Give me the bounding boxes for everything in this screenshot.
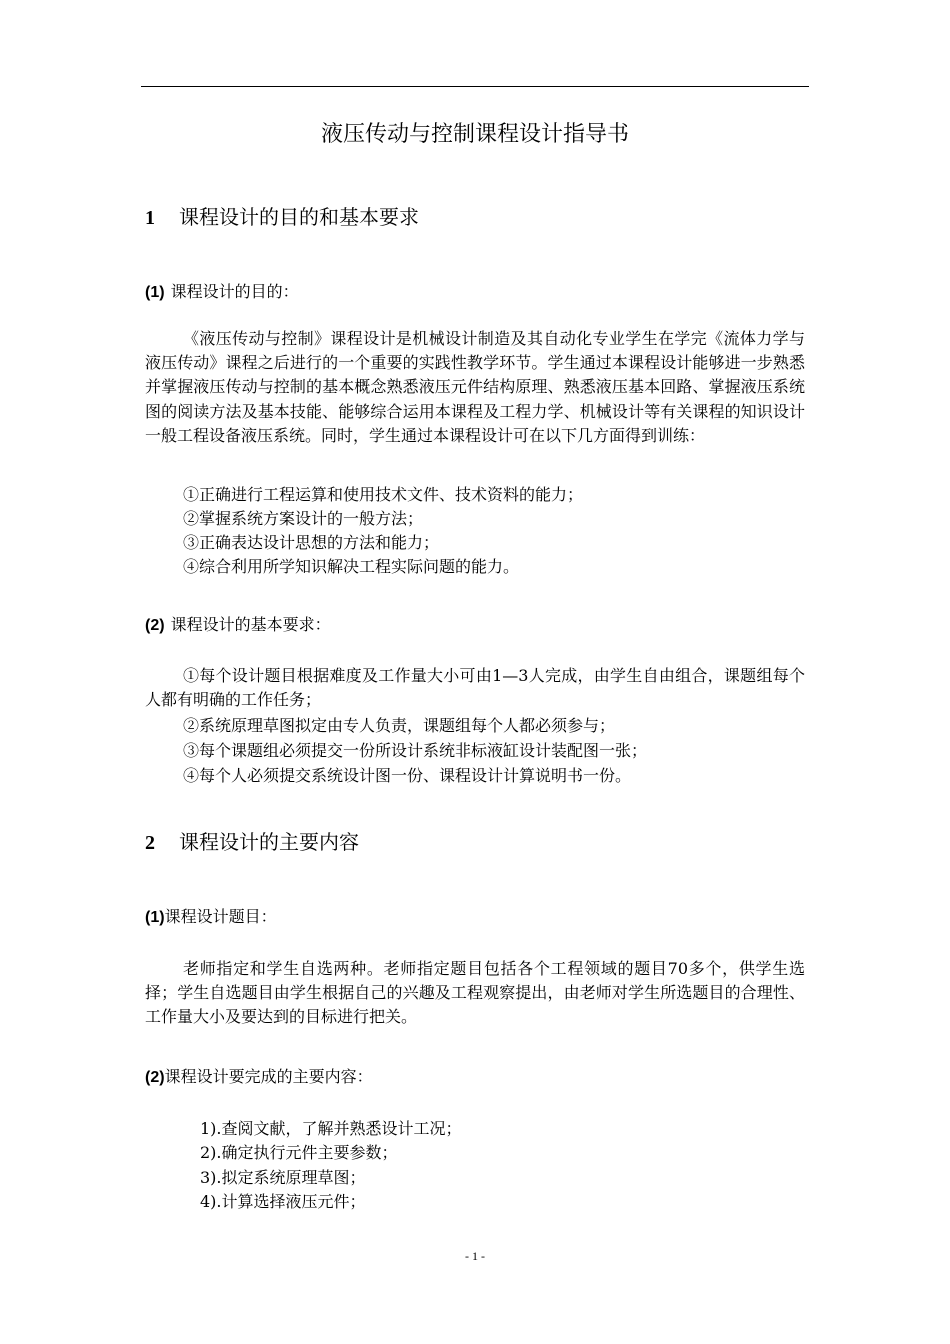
subsection-1-2-heading <box>145 612 331 635</box>
subsection-1-1-heading <box>145 279 299 302</box>
list-item: ①正确进行工程运算和使用技术文件、技术资料的能力； <box>183 485 584 504</box>
section-2-title: 课程设计的主要内容 <box>179 830 359 854</box>
list-item: ②系统原理草图拟定由专人负责，课题组每个人都必须参与； <box>183 716 616 735</box>
list-item: 3).拟定系统原理草图； <box>200 1168 366 1187</box>
requirements-paragraph: ①每个设计题目根据难度及工作量大小可由1—3人完成，由学生自由组合，课题组每个人都有明确的工作任务； <box>145 666 805 710</box>
list-item: ④每个人必须提交系统设计图一份、课程设计计算说明书一份。 <box>183 766 632 785</box>
subsection-2-2-number: (2) <box>145 1069 165 1086</box>
purpose-paragraph: 《液压传动与控制》课程设计是机械设计制造及其自动化专业学生在学完《流体力学与液压传动》课程之后进行的一个重要的实践性教学环节。学生通过本课程设计能够进一步熟悉并掌握液压传动与控制的基本概念熟悉液压元件结构原理、熟悉液压基本回路、掌握液压系统图的阅读方法及基本技能、能够综合运用本课程及工程力学、机械设计等有关课程的知识设计一般工程设备液压系统。同时，学生通过本课程设计可在以下几方面得到训练： <box>145 329 805 445</box>
subsection-2-2-title: 课程设计要完成的主要内容： <box>164 1067 373 1086</box>
list-item: 2).确定执行元件主要参数； <box>200 1143 398 1162</box>
list-item: 4).计算选择液压元件； <box>200 1192 366 1211</box>
section-2-heading <box>145 826 359 855</box>
section-1-number: 1 <box>145 207 155 229</box>
list-item: ③每个课题组必须提交一份所设计系统非标液缸设计装配图一张； <box>183 741 648 760</box>
topic-paragraph: 老师指定和学生自选两种。老师指定题目包括各个工程领域的题目70多个，供学生选择；学生自选题目由学生根据自己的兴趣及工程观察提出，由老师对学生所选题目的合理性、工作量大小及要达到的目标进行把关。 <box>145 959 805 1027</box>
header-rule <box>141 86 809 87</box>
subsection-1-2-number: (2) <box>145 617 165 634</box>
list-item: ②掌握系统方案设计的一般方法； <box>183 509 424 528</box>
subsection-1-1-title: 课程设计的目的： <box>170 282 299 301</box>
subsection-1-1-number: (1) <box>145 284 165 301</box>
subsection-2-1-heading <box>145 904 277 927</box>
list-item: ③正确表达设计思想的方法和能力； <box>183 533 440 552</box>
document-title: 液压传动与控制课程设计指导书 <box>320 122 629 147</box>
list-item: ④综合利用所学知识解决工程实际问题的能力。 <box>183 557 520 576</box>
list-item: 1).查阅文献，了解并熟悉设计工况； <box>200 1119 462 1138</box>
section-1-title: 课程设计的目的和基本要求 <box>179 205 419 229</box>
subsection-2-1-title: 课程设计题目： <box>164 907 277 926</box>
section-2-number: 2 <box>145 832 155 854</box>
page-number: - 1 - <box>465 1249 485 1263</box>
subsection-2-2-heading <box>145 1064 373 1087</box>
section-1-heading <box>145 201 419 230</box>
subsection-1-2-title: 课程设计的基本要求： <box>170 615 331 634</box>
subsection-2-1-number: (1) <box>145 909 165 926</box>
